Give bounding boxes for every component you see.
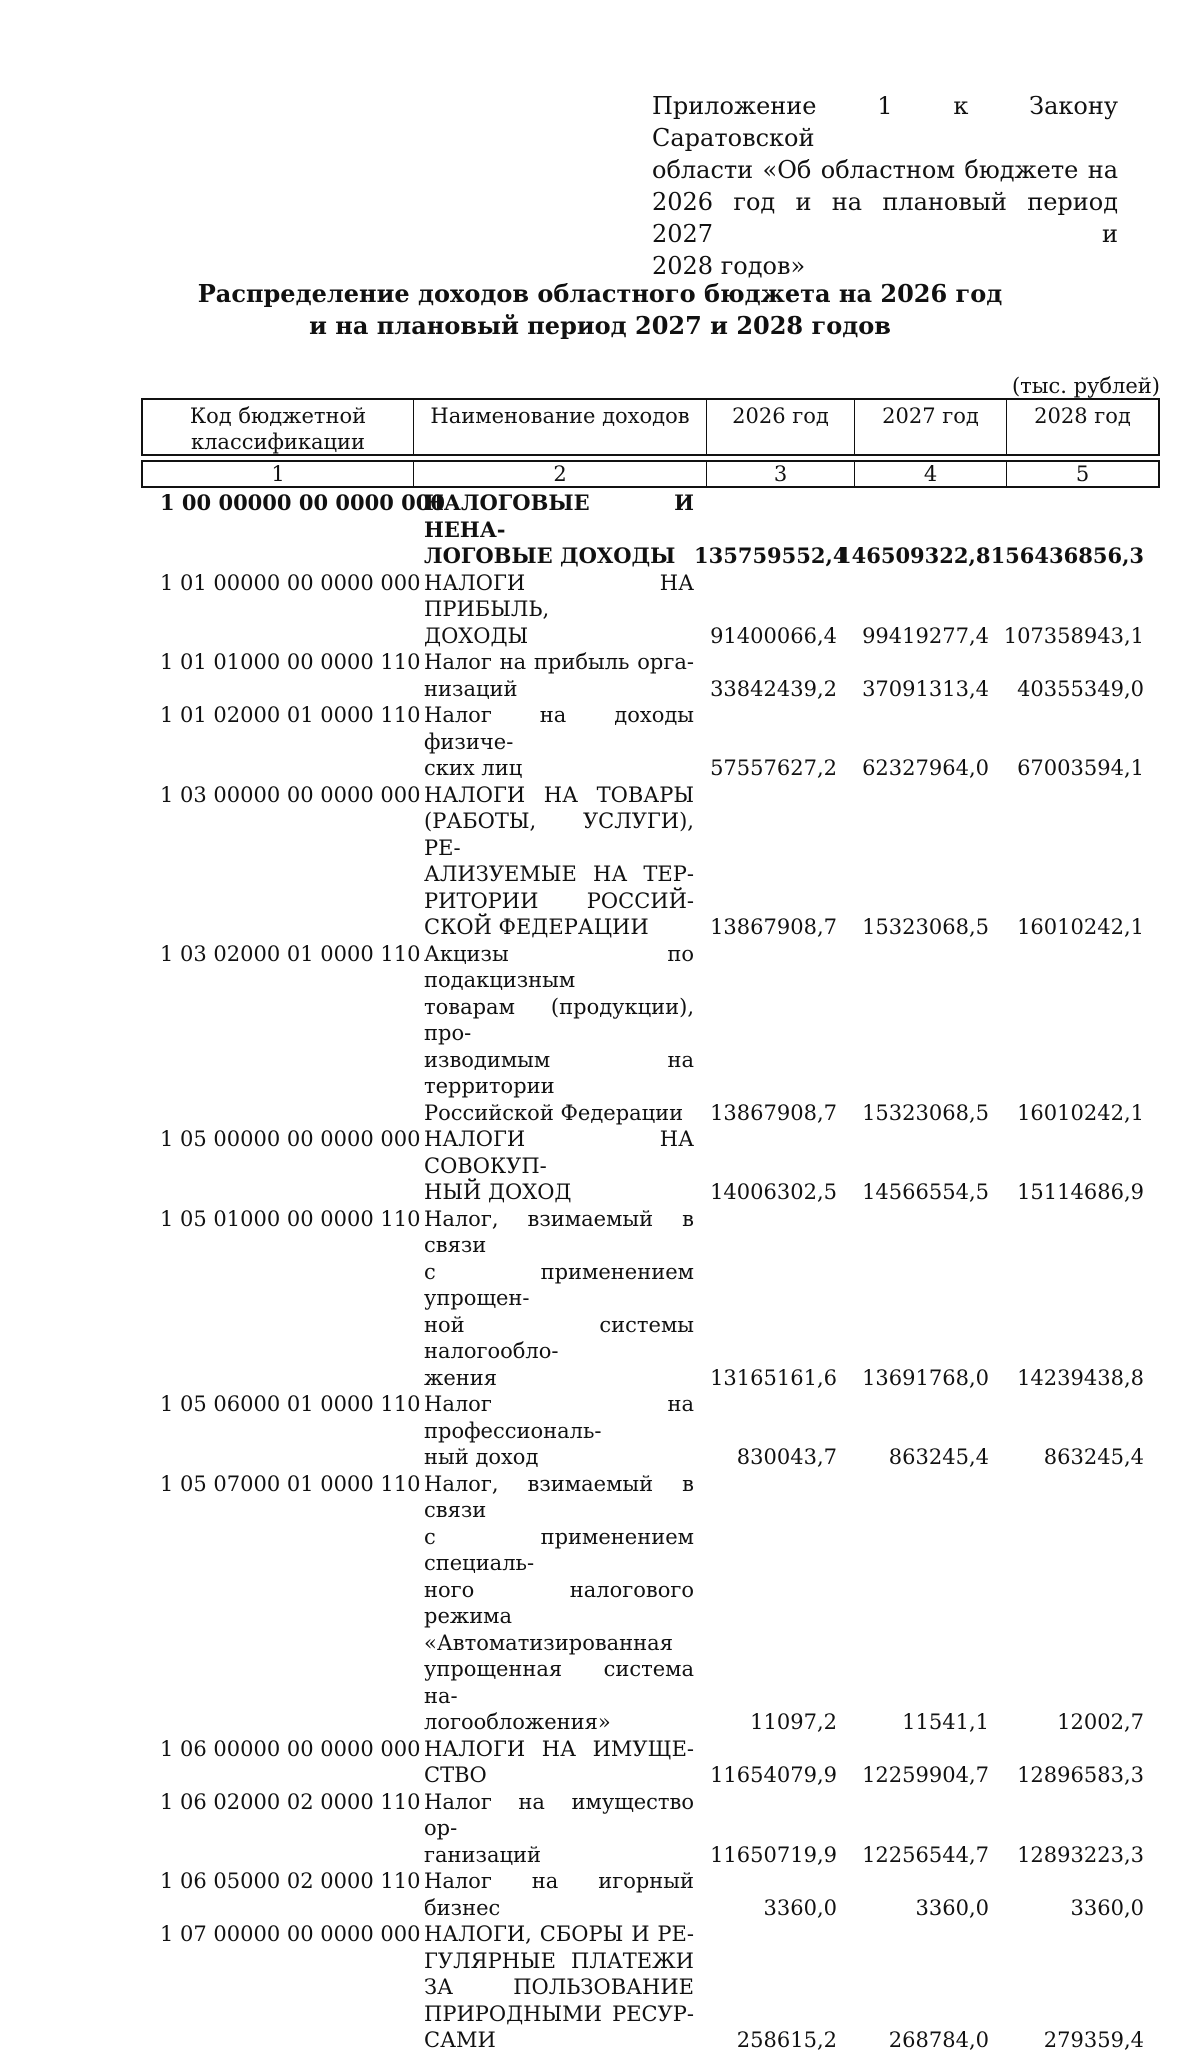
column-number: 4 bbox=[855, 462, 1007, 486]
income-name-line: СТВО bbox=[424, 1763, 487, 1787]
budget-code: 1 01 02000 01 0000 110 bbox=[160, 703, 421, 727]
income-name-line: ских лиц bbox=[424, 756, 523, 780]
budget-code: 1 06 05000 02 0000 110 bbox=[160, 1869, 421, 1893]
income-name-line: АЛИЗУЕМЫЕ НА ТЕР- bbox=[424, 862, 694, 886]
value-2026: 135759552,4 bbox=[694, 543, 848, 568]
value-2027: 12256544,7 bbox=[862, 1842, 989, 1867]
table-body bbox=[0, 490, 1200, 2054]
income-name-line: Налог на игорный бизнес bbox=[424, 1869, 694, 1920]
table-row bbox=[0, 649, 1200, 702]
income-name-line: Налог, взимаемый в связи bbox=[424, 1471, 694, 1522]
budget-code: 1 03 02000 01 0000 110 bbox=[160, 941, 421, 966]
income-name-line: ной системы налогообло- bbox=[424, 1312, 694, 1363]
document-title bbox=[150, 278, 1050, 342]
value-2027: 99419277,4 bbox=[862, 623, 989, 648]
table-row bbox=[0, 1206, 1200, 1392]
income-name-line: ГУЛЯРНЫЕ ПЛАТЕЖИ bbox=[424, 1948, 694, 1973]
units-label: (тыс. рублей) bbox=[1011, 374, 1160, 398]
income-name-line: Налог на имущество ор- bbox=[424, 1789, 694, 1840]
income-name bbox=[422, 649, 694, 702]
value-2027: 15323068,5 bbox=[862, 915, 989, 939]
appendix-line: 2026 год и на плановый период 2027 и bbox=[652, 188, 1118, 248]
value-2028: 15114686,9 bbox=[1017, 1180, 1144, 1204]
income-name-line: упрощенная система на- bbox=[424, 1657, 694, 1708]
income-name bbox=[422, 1736, 694, 1789]
table-row bbox=[0, 1868, 1200, 1921]
budget-code: 1 00 00000 00 0000 000 bbox=[160, 490, 445, 515]
value-2026: 13867908,7 bbox=[710, 1100, 837, 1125]
income-name-line: ПРИРОДНЫМИ РЕСУР- bbox=[424, 2001, 694, 2026]
value-2028: 40355349,0 bbox=[1017, 676, 1144, 701]
income-name-line: ДОХОДЫ bbox=[424, 623, 529, 648]
budget-code: 1 03 00000 00 0000 000 bbox=[160, 782, 421, 807]
income-name-line: Налог на профессиональ- bbox=[424, 1392, 694, 1443]
value-2026: 33842439,2 bbox=[710, 676, 837, 701]
income-name-line: ганизаций bbox=[424, 1842, 541, 1867]
title-line-2: и на плановый период 2027 и 2028 годов bbox=[309, 311, 891, 340]
income-name-line: ЛОГОВЫЕ ДОХОДЫ bbox=[424, 543, 676, 568]
table-row bbox=[0, 1789, 1200, 1869]
value-2026: 13867908,7 bbox=[710, 915, 837, 939]
table-row bbox=[0, 1736, 1200, 1789]
title-line-1: Распределение доходов областного бюджета на 2026 год bbox=[197, 279, 1003, 308]
header-2028: 2028 год bbox=[1034, 404, 1131, 428]
value-2027: 12259904,7 bbox=[862, 1763, 989, 1787]
income-name-line: ЗА ПОЛЬЗОВАНИЕ bbox=[424, 1975, 694, 1999]
value-2028: 14239438,8 bbox=[1017, 1365, 1144, 1390]
budget-code: 1 06 00000 00 0000 000 bbox=[160, 1736, 421, 1761]
value-2027: 11541,1 bbox=[902, 1710, 989, 1734]
header-2027: 2027 год bbox=[855, 400, 1007, 454]
value-2026: 830043,7 bbox=[736, 1445, 837, 1469]
budget-code: 1 06 02000 02 0000 110 bbox=[160, 1789, 421, 1814]
table-row bbox=[0, 1921, 1200, 2054]
header-code: Код бюджетной классификации bbox=[143, 400, 414, 454]
value-2028: 12896583,3 bbox=[1017, 1763, 1144, 1787]
income-name-line: Налог на доходы физиче- bbox=[424, 703, 694, 754]
value-2028: 67003594,1 bbox=[1017, 756, 1144, 780]
income-name bbox=[422, 490, 694, 570]
appendix-line: области «Об областном бюджете на bbox=[652, 156, 1118, 184]
income-name-line: НАЛОГИ НА ТОВАРЫ bbox=[424, 782, 694, 807]
income-name bbox=[422, 1921, 694, 2054]
value-2028: 16010242,1 bbox=[1017, 1100, 1144, 1125]
value-2028: 107358943,1 bbox=[1003, 623, 1144, 648]
column-number: 3 bbox=[707, 462, 855, 486]
value-2028: 16010242,1 bbox=[1017, 915, 1144, 939]
income-name-line: низаций bbox=[424, 676, 518, 701]
value-2027: 13691768,0 bbox=[862, 1365, 989, 1390]
value-2028: 156436856,3 bbox=[990, 543, 1144, 568]
value-2027: 863245,4 bbox=[888, 1445, 989, 1469]
income-name-line: НАЛОГИ НА СОВОКУП- bbox=[424, 1127, 694, 1178]
income-name-line: Налог, взимаемый в связи bbox=[424, 1206, 694, 1257]
income-name-line: САМИ bbox=[424, 2028, 496, 2052]
income-name-line: товарам (продукции), про- bbox=[424, 994, 694, 1045]
value-2027: 14566554,5 bbox=[862, 1180, 989, 1204]
value-2028: 279359,4 bbox=[1043, 2028, 1144, 2052]
value-2026: 91400066,4 bbox=[710, 623, 837, 648]
budget-code: 1 01 01000 00 0000 110 bbox=[160, 650, 421, 674]
value-2026: 11654079,9 bbox=[710, 1763, 837, 1787]
value-2028: 12893223,3 bbox=[1017, 1842, 1144, 1867]
income-name-line: РИТОРИИ РОССИЙ- bbox=[424, 888, 694, 913]
income-name-line: «Автоматизированная bbox=[424, 1630, 673, 1655]
income-name bbox=[422, 1789, 694, 1869]
income-name-line: логообложения» bbox=[424, 1710, 611, 1734]
income-name bbox=[422, 702, 694, 782]
income-name-line: изводимым на территории bbox=[424, 1047, 694, 1098]
column-number: 5 bbox=[1075, 462, 1090, 486]
value-2026: 11650719,9 bbox=[710, 1842, 837, 1867]
value-2026: 14006302,5 bbox=[710, 1180, 837, 1204]
income-name-line: НАЛОГИ, СБОРЫ И РЕ- bbox=[424, 1922, 694, 1946]
income-name bbox=[422, 782, 694, 941]
income-name bbox=[422, 1868, 694, 1921]
budget-code: 1 05 00000 00 0000 000 bbox=[160, 1127, 421, 1151]
income-name bbox=[422, 941, 694, 1127]
header-name: Наименование доходов bbox=[414, 400, 707, 454]
appendix-note bbox=[652, 90, 1118, 282]
income-name-line: ного налогового режима bbox=[424, 1577, 694, 1628]
table-row bbox=[0, 941, 1200, 1127]
budget-code: 1 01 00000 00 0000 000 bbox=[160, 570, 421, 595]
budget-code: 1 05 01000 00 0000 110 bbox=[160, 1206, 421, 1231]
income-name-line: Акцизы по подакцизным bbox=[424, 941, 694, 992]
income-name-line: (РАБОТЫ, УСЛУГИ), РЕ- bbox=[424, 809, 694, 860]
value-2028: 3360,0 bbox=[1070, 1895, 1144, 1920]
value-2028: 863245,4 bbox=[1043, 1445, 1144, 1469]
value-2027: 62327964,0 bbox=[862, 756, 989, 780]
income-name-line: НЫЙ ДОХОД bbox=[424, 1180, 572, 1204]
income-name-line: с применением упрощен- bbox=[424, 1259, 694, 1310]
budget-code: 1 05 07000 01 0000 110 bbox=[160, 1471, 421, 1496]
table-row bbox=[0, 490, 1200, 570]
table-row bbox=[0, 702, 1200, 782]
header-2026: 2026 год bbox=[707, 400, 855, 454]
table-row bbox=[0, 782, 1200, 941]
income-name-line: Налог на прибыль орга- bbox=[424, 650, 694, 674]
income-name-line: ный доход bbox=[424, 1445, 539, 1469]
value-2027: 268784,0 bbox=[888, 2028, 989, 2052]
value-2026: 3360,0 bbox=[763, 1895, 837, 1920]
value-2027: 37091313,4 bbox=[862, 676, 989, 701]
column-number: 2 bbox=[414, 462, 707, 486]
income-name-line: НАЛОГОВЫЕ И НЕНА- bbox=[424, 490, 694, 542]
income-name bbox=[422, 1391, 694, 1471]
column-number-row bbox=[141, 460, 1160, 488]
income-name bbox=[422, 1206, 694, 1392]
value-2027: 3360,0 bbox=[915, 1895, 989, 1920]
table-row bbox=[0, 1126, 1200, 1206]
value-2026: 57557627,2 bbox=[710, 756, 837, 780]
appendix-line: 2028 годов» bbox=[652, 252, 806, 280]
income-name-line: с применением специаль- bbox=[424, 1524, 694, 1575]
appendix-line: Приложение 1 к Закону Саратовской bbox=[652, 92, 1118, 152]
table-row bbox=[0, 570, 1200, 650]
income-name-line: Российской Федерации bbox=[424, 1100, 684, 1125]
budget-code: 1 05 06000 01 0000 110 bbox=[160, 1392, 421, 1416]
income-name-line: НАЛОГИ НА ИМУЩЕ- bbox=[424, 1736, 694, 1761]
column-number: 1 bbox=[143, 462, 414, 486]
value-2027: 15323068,5 bbox=[862, 1100, 989, 1125]
value-2028: 12002,7 bbox=[1057, 1710, 1144, 1734]
budget-code: 1 07 00000 00 0000 000 bbox=[160, 1922, 421, 1946]
value-2026: 258615,2 bbox=[736, 2028, 837, 2052]
value-2027: 146509322,8 bbox=[837, 543, 991, 568]
table-header bbox=[141, 398, 1160, 456]
income-name-line: СКОЙ ФЕДЕРАЦИИ bbox=[424, 915, 649, 939]
table-row bbox=[0, 1391, 1200, 1471]
value-2026: 11097,2 bbox=[750, 1710, 837, 1734]
value-2026: 13165161,6 bbox=[710, 1365, 837, 1390]
income-name bbox=[422, 570, 694, 650]
income-name-line: НАЛОГИ НА ПРИБЫЛЬ, bbox=[424, 570, 694, 621]
income-name-line: жения bbox=[424, 1365, 497, 1390]
income-name bbox=[422, 1126, 694, 1206]
